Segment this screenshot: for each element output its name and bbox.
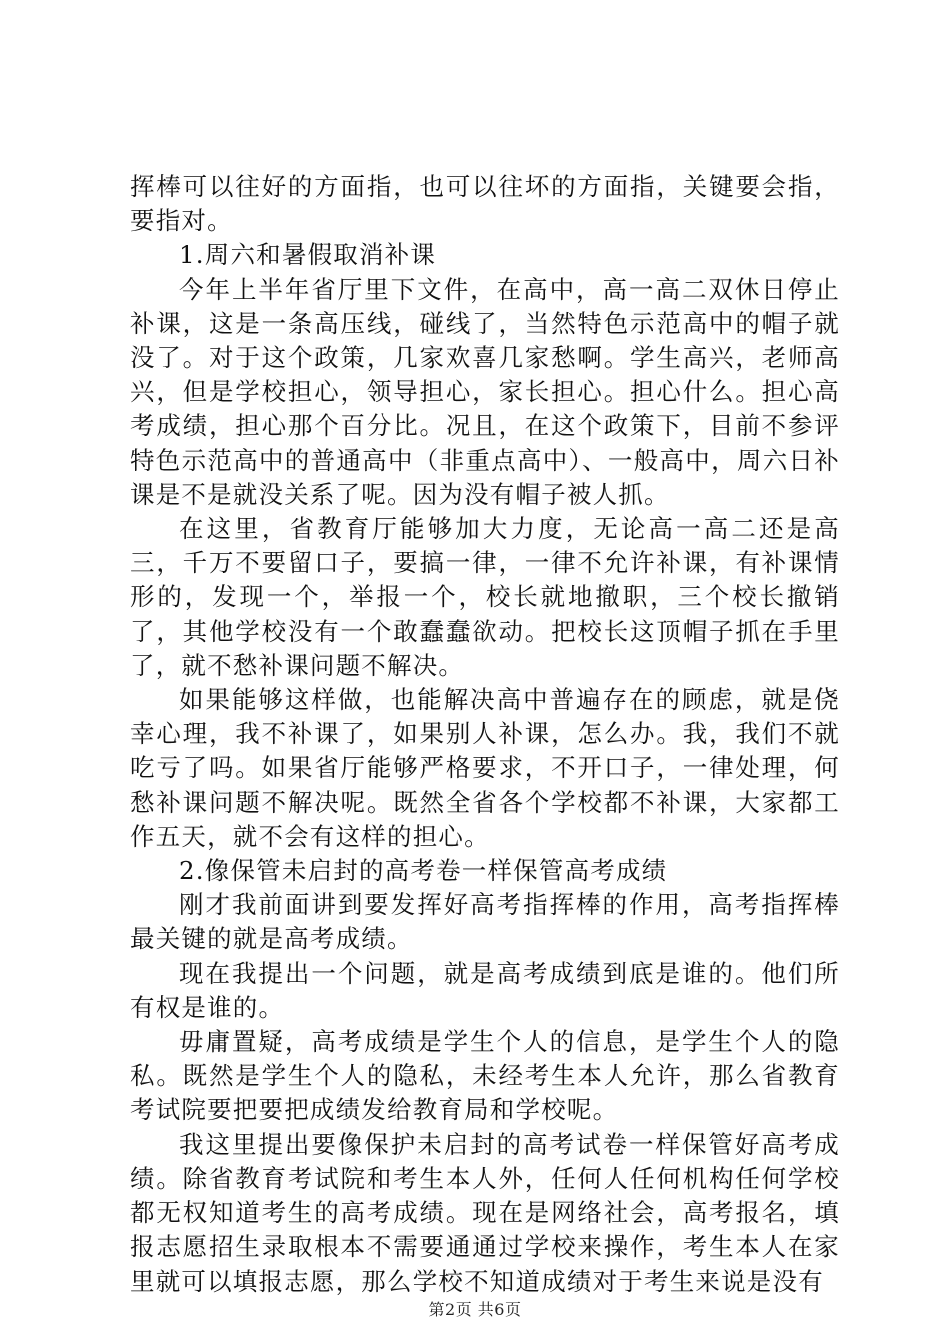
paragraph: 在这里，省教育厅能够加大力度，无论高一高二还是高三，千万不要留口子，要搞一律，一律不允许补课，有补课情形的，发现一个，举报一个，校长就地撤职，三个校长撤销了，其他学校没有一个敢蠢蠢欲动。把校长这顶帽子抓在手里了，就不愁补课问题不解决。	[130, 514, 840, 680]
paragraph: 刚才我前面讲到要发挥好高考指挥棒的作用，高考指挥棒最关键的就是高考成绩。	[130, 890, 840, 954]
paragraph: 如果能够这样做，也能解决高中普遍存在的顾虑，就是侥幸心理，我不补课了，如果别人补课，怎么办。我，我们不就吃亏了吗。如果省厅能够严格要求，不开口子，一律处理，何愁补课问题不解决呢。既然全省各个学校都不补课，大家都工作五天，就不会有这样的担心。	[130, 685, 840, 851]
paragraph: 今年上半年省厅里下文件，在高中，高一高二双休日停止补课，这是一条高压线，碰线了，当然特色示范高中的帽子就没了。对于这个政策，几家欢喜几家愁啊。学生高兴，老师高兴，但是学校担心，领导担心，家长担心。担心什么。担心高考成绩，担心那个百分比。况且，在这个政策下，目前不参评特色示范高中的普通高中（非重点高中）、一般高中，周六日补课是不是就没关系了呢。因为没有帽子被人抓。	[130, 274, 840, 509]
section-heading-2: 2.像保管未启封的高考卷一样保管高考成绩	[179, 856, 668, 886]
paragraph: 我这里提出要像保护未启封的高考试卷一样保管好高考成绩。除省教育考试院和考生本人外，任何人任何机构任何学校都无权知道考生的高考成绩。现在是网络社会，高考报名，填报志愿招生录取根本不需要通通过学校来操作，考生本人在家里就可以填报志愿，那么学校不知道成绩对于考生来说是没有	[130, 1129, 840, 1296]
paragraph: 毋庸置疑，高考成绩是学生个人的信息，是学生个人的隐私。既然是学生个人的隐私，未经考生本人允许，那么省教育考试院要把要把成绩发给教育局和学校呢。	[130, 1027, 840, 1125]
paragraph: 现在我提出一个问题，就是高考成绩到底是谁的。他们所有权是谁的。	[130, 958, 840, 1022]
paragraph-continuation: 挥棒可以往好的方面指，也可以往坏的方面指，关键要会指，要指对。	[130, 172, 840, 236]
document-body	[130, 170, 840, 1299]
section-heading-1: 1.周六和暑假取消补课	[179, 240, 437, 270]
page-number-footer: 第2页 共6页	[428, 1300, 522, 1319]
